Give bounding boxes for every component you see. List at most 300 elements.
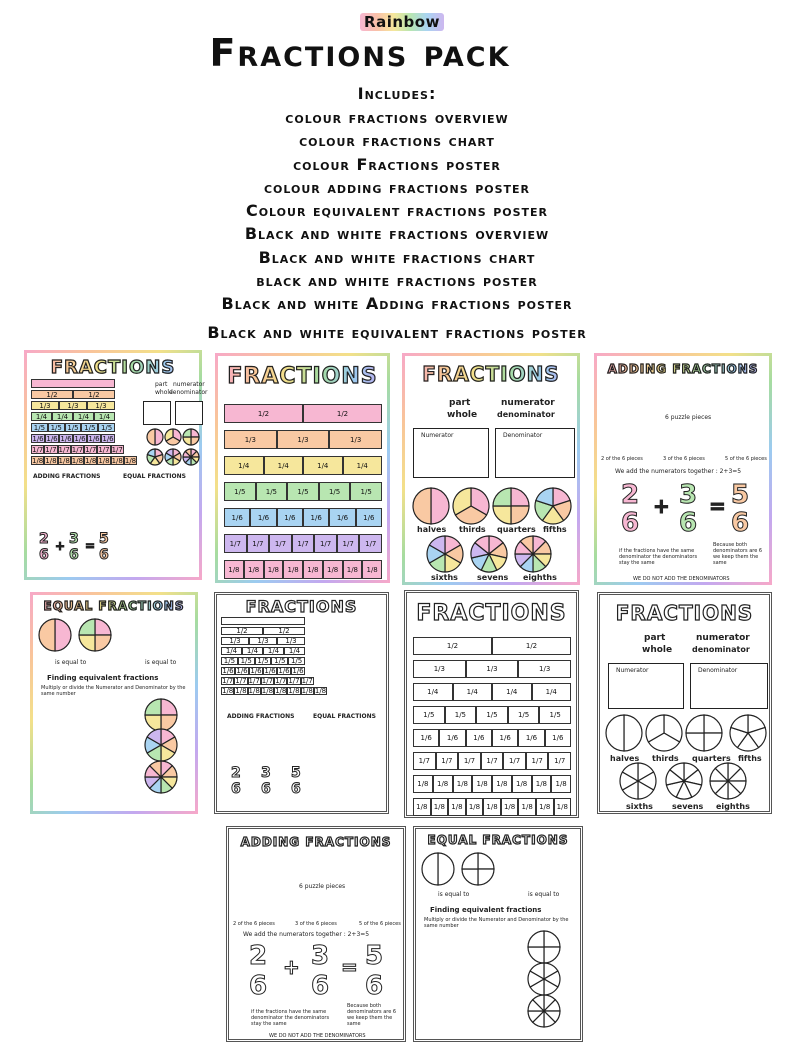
fraction-bar-cell: 1/8 — [343, 560, 363, 579]
fraction-circle — [513, 534, 553, 574]
fraction-bar-cell: 1/4 — [31, 412, 52, 421]
fraction-bar-cell: 1/7 — [292, 534, 315, 553]
list-item: Black and white fractions chart — [258, 247, 536, 267]
fraction-bar-cell: 1/5 — [238, 657, 255, 665]
fraction-bar-cell: 1/7 — [247, 534, 270, 553]
fraction-bar-cell: 1/6 — [518, 729, 544, 747]
fraction-bar-cell: 1/8 — [362, 560, 382, 579]
equation-num-a: 2 — [249, 941, 268, 971]
finding-equivalent-heading: Finding equivalent fractions — [430, 906, 542, 914]
fraction-bar-cell: 1/8 — [224, 560, 244, 579]
fraction-bar-cell: 1/8 — [248, 687, 260, 695]
fraction-bar-cell: 1/8 — [124, 456, 137, 465]
fraction-slice — [183, 437, 191, 445]
fraction-slice — [183, 429, 191, 437]
fraction-bar-cell — [221, 617, 305, 625]
equation-num-b: 3 — [679, 480, 698, 510]
fraction-bar-cell: 1/5 — [48, 423, 65, 432]
equation-den-b: 6 — [261, 781, 271, 797]
fraction-bar-row — [224, 508, 382, 527]
fraction-bar-cell: 1/6 — [224, 508, 250, 527]
fraction-bar-cell: 1/4 — [242, 647, 263, 655]
fraction-bar-cell: 1/8 — [45, 456, 57, 465]
fraction-bar-cell: 1/7 — [222, 677, 234, 685]
fraction-bar-cell: 1/6 — [46, 434, 58, 443]
equal-subtitle: EQUAL FRACTIONS — [313, 713, 376, 720]
fraction-bar-cell: 1/7 — [288, 677, 300, 685]
fraction-slice — [155, 429, 163, 445]
fraction-bar-cell: 1/4 — [263, 647, 284, 655]
fraction-bar-cell: 1/4 — [492, 683, 532, 701]
fraction-bar-row — [221, 657, 305, 665]
no-add-denominators-note: WE DO NOT ADD THE DENOMINATORS — [269, 1033, 366, 1039]
equation-num-c: 5 — [365, 941, 384, 971]
equation-den-b: 6 — [679, 508, 698, 538]
fraction-bar-cell: 1/5 — [31, 423, 48, 432]
puzzle-pieces-label: 6 puzzle pieces — [299, 883, 346, 890]
fraction-bar-cell: 1/8 — [264, 560, 284, 579]
whole-label: whole — [447, 410, 478, 420]
poster-title: EQUAL FRACTIONS — [427, 833, 569, 847]
poster-bw-equal — [413, 826, 583, 1042]
fraction-bar-cell: 1/6 — [413, 729, 439, 747]
fifths-label: fifths — [738, 754, 762, 763]
add-numerators-note: We add the numerators together : 2+3=5 — [615, 468, 742, 475]
list-item: Black and white fractions overview — [244, 224, 550, 244]
fraction-bar-cell: 1/7 — [111, 445, 123, 454]
whole-label: whole — [155, 389, 173, 396]
fraction-slice — [462, 853, 478, 869]
because-note: Because both denominators are 6 we keep them the same — [713, 542, 763, 566]
fraction-slice — [704, 715, 722, 733]
fraction-bar-cell: 1/7 — [85, 445, 97, 454]
fraction-bar-row — [31, 379, 115, 388]
fraction-bar-cell: 1/3 — [413, 660, 466, 678]
fraction-slice — [511, 488, 529, 506]
list-item: Black and white equivalent fractions poster — [207, 322, 587, 342]
fraction-bar-cell: 1/7 — [275, 677, 287, 685]
fraction-circle — [708, 761, 748, 801]
list-item: colour fractions overview — [285, 108, 509, 127]
equation-den-c: 6 — [291, 781, 301, 797]
fraction-bar-cell: 1/5 — [319, 482, 351, 501]
includes-list — [0, 106, 794, 344]
fraction-circle — [143, 759, 179, 795]
whole-label: whole — [642, 645, 673, 655]
fraction-bar-cell: 1/8 — [261, 687, 274, 695]
fraction-bar-cell: 1/7 — [413, 752, 436, 770]
multiply-divide-note: Multiply or divide the Numerator and Denominator by the same number — [424, 917, 569, 929]
numerator-label: numerator — [696, 633, 750, 643]
fraction-bar-row — [413, 706, 571, 724]
fraction-bar-row — [224, 534, 382, 553]
list-item: Colour equivalent fractions poster — [245, 201, 549, 221]
fraction-slice — [493, 488, 511, 506]
is-equal-to-label-2: is equal to — [145, 659, 177, 666]
fraction-bar-cell: 1/8 — [536, 798, 554, 816]
five-of-six-label: 5 of the 6 pieces — [359, 921, 401, 927]
poster-title: ADDING FRACTIONS — [597, 362, 769, 376]
fraction-circle — [526, 929, 562, 965]
fraction-bar-cell: 1/7 — [58, 445, 70, 454]
fraction-bar-cell: 1/5 — [65, 423, 82, 432]
is-equal-to-label-2: is equal to — [528, 891, 560, 898]
fraction-bar-row — [31, 412, 115, 421]
adding-subtitle: ADDING FRACTIONS — [227, 713, 295, 720]
five-of-six-label: 5 of the 6 pieces — [725, 456, 767, 462]
fraction-bar-row — [221, 637, 305, 645]
equation-den-a: 6 — [231, 781, 241, 797]
fraction-slice — [624, 715, 642, 751]
poster-title: FRACTIONS — [405, 362, 577, 386]
fraction-bar-row — [413, 637, 571, 655]
eighths-label: eighths — [716, 802, 750, 811]
numerator-heading: Numerator — [616, 667, 649, 674]
equation-num-c: 5 — [99, 531, 109, 547]
poster-title: FRACTIONS — [615, 601, 754, 625]
fraction-circle — [728, 713, 768, 753]
is-equal-to-label: is equal to — [55, 659, 87, 666]
fraction-bar-cell: 1/8 — [303, 560, 323, 579]
fraction-slice — [55, 619, 71, 651]
fraction-bar-cell: 1/6 — [492, 729, 518, 747]
equation-plus: + — [55, 539, 66, 553]
fraction-bar-cell: 1/8 — [512, 775, 532, 793]
fraction-bar-row — [31, 445, 123, 454]
equation-plus: + — [283, 955, 300, 979]
equation-num-a: 2 — [621, 480, 640, 510]
halves-label: halves — [417, 525, 447, 534]
fraction-bar-row — [224, 404, 382, 423]
fraction-circle — [604, 713, 644, 753]
fraction-slice — [511, 506, 529, 524]
thirds-label: thirds — [652, 754, 679, 763]
poster-title: FRACTIONS — [416, 601, 567, 626]
fraction-circle — [77, 617, 113, 653]
fraction-circle — [181, 447, 201, 467]
equation-num-b: 3 — [311, 941, 330, 971]
fraction-bar-row — [221, 627, 305, 635]
fraction-circle — [425, 534, 465, 574]
fraction-circle — [618, 761, 658, 801]
fraction-bar-cell: 1/8 — [314, 687, 327, 695]
pack-title: Fractions pack — [209, 31, 511, 75]
fraction-slice — [191, 437, 199, 445]
fraction-bar-cell: 1/8 — [85, 456, 97, 465]
poster-bw-chart — [404, 590, 579, 818]
three-of-six-label: 3 of the 6 pieces — [663, 456, 705, 462]
fraction-bar-cell: 1/8 — [433, 775, 453, 793]
fraction-slice — [493, 506, 511, 524]
poster-title: FRACTIONS — [218, 364, 387, 389]
equation-num-b: 3 — [261, 765, 271, 781]
denominator-label: denominator — [497, 410, 555, 419]
fraction-bar-cell: 1/5 — [221, 657, 238, 665]
fraction-bar-cell: 1/3 — [466, 660, 519, 678]
rainbow-label — [342, 12, 462, 32]
fraction-bar-cell: 1/8 — [235, 687, 247, 695]
part-label: part — [449, 398, 471, 408]
fraction-bar-cell: 1/4 — [284, 647, 305, 655]
fraction-circle — [491, 486, 531, 526]
equal-subtitle: EQUAL FRACTIONS — [123, 473, 186, 480]
fraction-bar-cell: 1/7 — [269, 534, 292, 553]
two-of-six-label: 2 of the 6 pieces — [601, 456, 643, 462]
fraction-bar-cell: 1/6 — [236, 667, 248, 675]
fraction-circle — [469, 534, 509, 574]
fraction-bar-cell: 1/4 — [453, 683, 493, 701]
fraction-bar-cell: 1/5 — [98, 423, 115, 432]
poster-colour-fractions — [402, 353, 580, 585]
fifths-label: fifths — [543, 525, 567, 534]
fraction-bar-row — [31, 423, 115, 432]
poster-colour-chart — [215, 353, 390, 583]
fraction-bar-cell: 1/7 — [261, 677, 274, 685]
fraction-circle — [411, 486, 451, 526]
list-item: black and white fractions poster — [256, 271, 538, 291]
no-add-denominators-note: WE DO NOT ADD THE DENOMINATORS — [633, 576, 730, 582]
equation-num-c: 5 — [291, 765, 301, 781]
fraction-circle — [145, 447, 165, 467]
fraction-circle — [684, 713, 724, 753]
fraction-bar-row — [221, 687, 327, 695]
fraction-bar-cell: 1/6 — [60, 434, 72, 443]
poster-bw-overview — [214, 592, 389, 814]
fraction-bar-cell: 1/8 — [551, 775, 571, 793]
fraction-bar-cell: 1/7 — [526, 752, 549, 770]
fraction-bar-cell: 1/5 — [287, 482, 319, 501]
fraction-bar-cell: 1/5 — [445, 706, 477, 724]
fraction-bar-cell: 1/7 — [248, 677, 260, 685]
fraction-bar-cell: 1/8 — [483, 798, 501, 816]
fraction-bar-cell: 1/6 — [356, 508, 382, 527]
includes-heading: Includes: — [357, 84, 437, 103]
fraction-bar-cell: 1/8 — [453, 775, 473, 793]
poster-title: EQUAL FRACTIONS — [33, 599, 195, 613]
numerator-label: numerator — [173, 381, 205, 388]
fraction-slice — [191, 429, 199, 437]
fraction-bar-cell: 1/7 — [337, 534, 360, 553]
fraction-circle — [526, 993, 562, 1029]
fraction-bar-row — [224, 560, 382, 579]
fraction-bar-cell: 1/6 — [466, 729, 492, 747]
denominator-box — [175, 401, 203, 425]
poster-colour-equal — [30, 592, 198, 814]
fraction-bar-cell: 1/8 — [98, 456, 110, 465]
fraction-bar-cell: 1/6 — [222, 667, 234, 675]
fraction-bar-row — [413, 683, 571, 701]
thirds-label: thirds — [459, 525, 486, 534]
fraction-slice — [478, 853, 494, 869]
part-label: part — [644, 633, 666, 643]
fraction-bar-cell: 1/8 — [431, 798, 449, 816]
equation-den-c: 6 — [99, 547, 109, 563]
fraction-bar-cell: 1/6 — [264, 667, 276, 675]
equation-den-a: 6 — [39, 547, 49, 563]
fraction-bar-cell: 1/8 — [448, 798, 466, 816]
fraction-bar-cell: 1/8 — [532, 775, 552, 793]
fraction-circle — [37, 617, 73, 653]
sixths-label: sixths — [626, 802, 653, 811]
fraction-bar-cell: 1/6 — [292, 667, 304, 675]
is-equal-to-label: is equal to — [438, 891, 470, 898]
fraction-bar-cell: 1/8 — [492, 775, 512, 793]
fraction-bar-cell: 1/4 — [532, 683, 572, 701]
fraction-bar-cell: 1/6 — [250, 508, 276, 527]
same-denominator-note: if the fractions have the same denominator the denominators stay the same — [251, 1009, 330, 1027]
three-of-six-label: 3 of the 6 pieces — [295, 921, 337, 927]
fraction-bar-row — [221, 667, 305, 675]
sevens-label: sevens — [672, 802, 704, 811]
fraction-bar-cell: 1/5 — [476, 706, 508, 724]
fraction-bar-cell: 1/8 — [283, 560, 303, 579]
fraction-bar-cell: 1/6 — [303, 508, 329, 527]
fraction-bar-cell: 1/3 — [221, 637, 249, 645]
fraction-bar-cell: 1/7 — [458, 752, 481, 770]
fraction-bar-cell: 1/4 — [94, 412, 115, 421]
fraction-bar-cell: 1/6 — [277, 508, 303, 527]
fraction-circle — [143, 727, 179, 763]
poster-colour-adding — [594, 353, 772, 585]
fraction-bar-cell: 1/4 — [221, 647, 242, 655]
fraction-bar-cell: 1/3 — [518, 660, 571, 678]
finding-equivalent-heading: Finding equivalent fractions — [47, 674, 159, 682]
fraction-bar-cell: 1/5 — [224, 482, 256, 501]
fraction-bar-cell: 1/4 — [264, 456, 304, 475]
fraction-bar-row — [221, 647, 305, 655]
fraction-bar-cell: 1/2 — [413, 637, 492, 655]
fraction-bar-cell: 1/4 — [224, 456, 264, 475]
list-item: colour fractions chart — [299, 131, 495, 151]
fraction-bar-cell: 1/7 — [301, 677, 313, 685]
sevens-label: sevens — [477, 573, 509, 582]
fraction-circle — [420, 851, 456, 887]
equation-den-b: 6 — [69, 547, 79, 563]
fraction-bar-cell: 1/6 — [278, 667, 290, 675]
fraction-bar-cell: 1/8 — [323, 560, 343, 579]
fraction-bar-cell: 1/8 — [111, 456, 123, 465]
quarters-label: quarters — [692, 754, 731, 763]
fraction-slice — [79, 619, 95, 635]
fraction-slice — [686, 715, 704, 733]
numerator-heading: Numerator — [421, 432, 454, 439]
fraction-slice — [431, 488, 449, 524]
fraction-slice — [462, 869, 478, 885]
fraction-bar-cell: 1/7 — [436, 752, 459, 770]
fraction-circle — [460, 851, 496, 887]
fraction-slice — [704, 733, 722, 751]
fraction-slice — [544, 931, 560, 947]
denominator-heading: Denominator — [503, 432, 543, 439]
equation-equals: = — [85, 539, 96, 553]
fraction-slice — [79, 635, 95, 651]
fraction-bar-cell: 1/7 — [359, 534, 382, 553]
puzzle-pieces-label: 6 puzzle pieces — [665, 414, 712, 421]
fraction-bar-cell: 1/8 — [501, 798, 519, 816]
fraction-bar-cell: 1/5 — [256, 482, 288, 501]
fraction-bar-cell: 1/6 — [88, 434, 100, 443]
list-item: colour Fractions poster — [293, 154, 501, 174]
fraction-slice — [413, 488, 431, 524]
halves-label: halves — [610, 754, 640, 763]
fraction-bar-cell: 1/6 — [545, 729, 571, 747]
fraction-bar-row — [413, 798, 571, 816]
fraction-bar-cell: 1/3 — [31, 401, 59, 410]
poster-bw-fractions — [597, 592, 772, 814]
poster-title: ADDING FRACTIONS — [240, 835, 392, 849]
fraction-slice — [686, 733, 704, 751]
fraction-bar-cell: 1/7 — [548, 752, 571, 770]
fraction-bar-cell: 1/5 — [288, 657, 305, 665]
fraction-bar-cell: 1/7 — [481, 752, 504, 770]
two-of-six-label: 2 of the 6 pieces — [233, 921, 275, 927]
same-denominator-note: if the fractions have the same denominator the denominators stay the same — [619, 548, 698, 566]
rainbow-text: Rainbow — [360, 13, 444, 31]
poster-colour-overview — [24, 350, 208, 580]
fraction-bar-cell: 1/4 — [303, 456, 343, 475]
add-numerators-note: We add the numerators together : 2+3=5 — [243, 931, 370, 938]
fraction-slice — [528, 931, 544, 947]
fraction-bar-cell: 1/4 — [73, 412, 94, 421]
fraction-bar-cell: 1/2 — [263, 627, 305, 635]
fraction-bar-cell: 1/5 — [350, 482, 382, 501]
fraction-bar-cell: 1/8 — [413, 798, 431, 816]
fraction-bar-row — [224, 430, 382, 449]
fraction-bar-cell: 1/7 — [32, 445, 44, 454]
poster-title: FRACTIONS — [245, 597, 358, 616]
poster-bw-adding — [226, 826, 406, 1042]
fraction-bar-cell: 1/8 — [275, 687, 287, 695]
fraction-bar-cell: 1/3 — [87, 401, 115, 410]
fraction-circle — [644, 713, 684, 753]
quarters-label: quarters — [497, 525, 536, 534]
fraction-bar-cell: 1/6 — [250, 667, 262, 675]
equation-num-a: 2 — [39, 531, 49, 547]
fraction-bar-cell: 1/2 — [221, 627, 263, 635]
fraction-bar-cell: 1/3 — [59, 401, 87, 410]
fraction-bar-cell: 1/7 — [503, 752, 526, 770]
equation-num-a: 2 — [231, 765, 241, 781]
fraction-bar-cell: 1/8 — [518, 798, 536, 816]
fraction-bar-cell: 1/6 — [102, 434, 114, 443]
fraction-bar-cell: 1/5 — [539, 706, 571, 724]
fraction-slice — [438, 853, 454, 885]
list-item: colour adding fractions poster — [263, 177, 531, 197]
fraction-bar-cell: 1/3 — [249, 637, 277, 645]
fraction-bar-cell: 1/7 — [45, 445, 57, 454]
poster-title: FRACTIONS — [27, 357, 199, 378]
equation-equals: = — [709, 494, 726, 518]
fraction-bar-cell: 1/8 — [466, 798, 484, 816]
denominator-heading: Denominator — [698, 667, 738, 674]
because-note: Because both denominators are 6 we keep them the same — [347, 1003, 397, 1027]
fraction-slice — [606, 715, 624, 751]
fraction-circle — [526, 961, 562, 997]
equation-den-c: 6 — [731, 508, 750, 538]
fraction-bar-row — [413, 775, 571, 793]
fraction-bar-cell: 1/4 — [52, 412, 73, 421]
fraction-slice — [39, 619, 55, 651]
fraction-bar-cell: 1/8 — [244, 560, 264, 579]
fraction-slice — [145, 699, 161, 715]
fraction-slice — [161, 699, 177, 715]
fraction-slice — [478, 869, 494, 885]
fraction-bar-row — [413, 660, 571, 678]
fraction-bar-row — [224, 456, 382, 475]
fraction-bar-cell: 1/5 — [413, 706, 445, 724]
fraction-bar-cell: 1/5 — [81, 423, 98, 432]
fraction-bar-cell: 1/5 — [271, 657, 288, 665]
